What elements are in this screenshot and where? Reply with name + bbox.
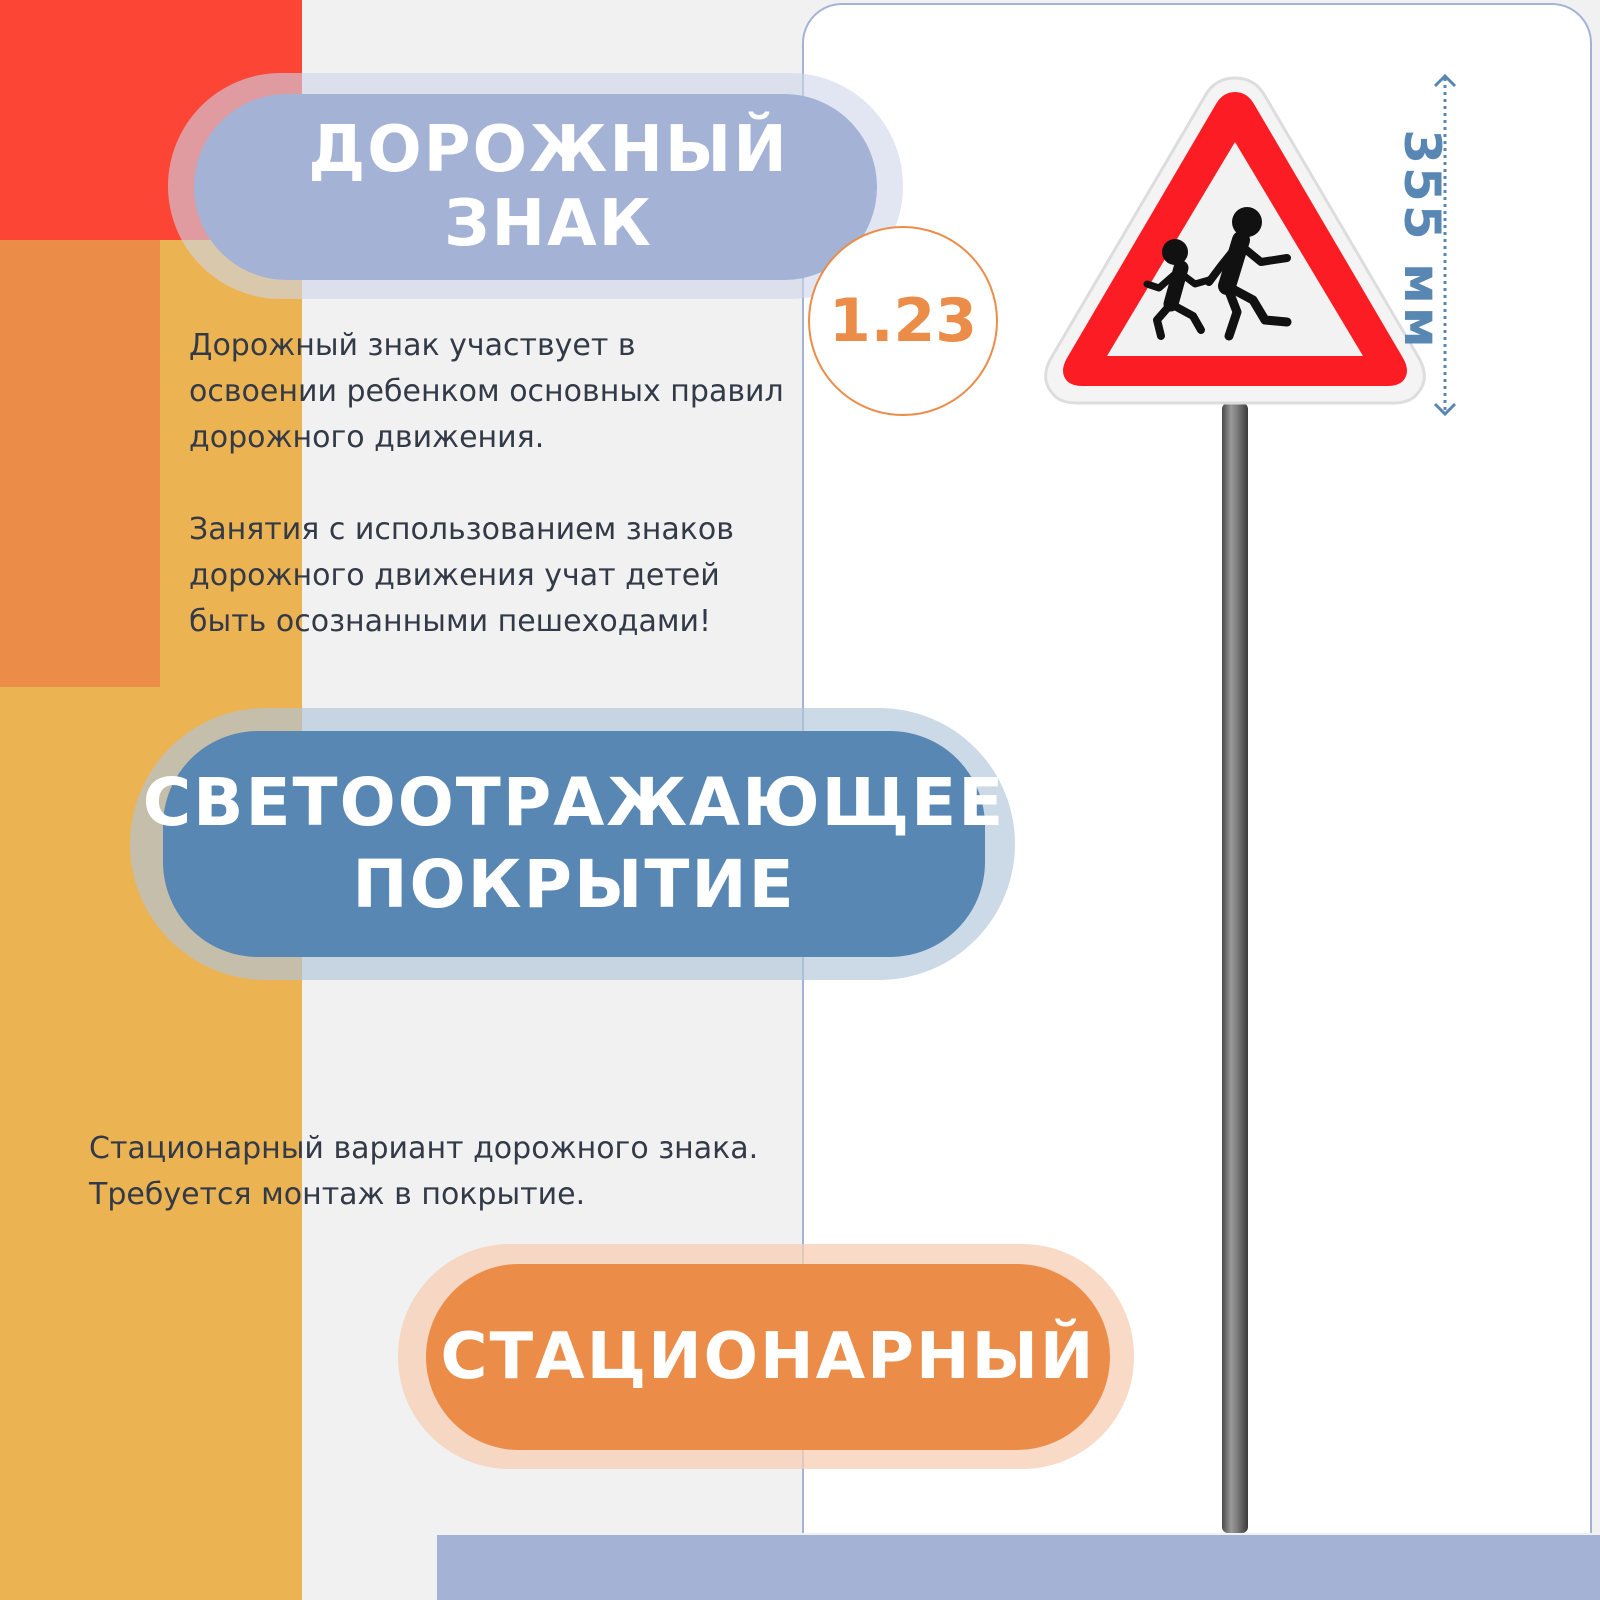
dimension-label: 355 мм — [1393, 129, 1451, 351]
sign-number-badge — [808, 226, 998, 416]
coating-pill — [142, 731, 1006, 957]
page-title: ДОРОЖНЫЙ ЗНАК — [308, 113, 789, 261]
coating-label: СВЕТООТРАЖАЮЩЕЕ ПОКРЫТИЕ — [142, 764, 1006, 923]
title-pill — [194, 94, 877, 280]
description-paragraph-1: Дорожный знак участвует в освоении ребенком основных правил дорожного движения. — [189, 328, 784, 455]
bottom-bar — [437, 1535, 1600, 1600]
children-crossing-warning-sign-icon — [1025, 68, 1445, 1538]
description-paragraph-2: Занятия с использованием знаков дорожного движения учат детей быть осознанными пешеходами! — [189, 512, 734, 639]
sign-number: 1.23 — [828, 286, 978, 356]
sign-pole — [1222, 403, 1248, 1533]
type-label: СТАЦИОНАРНЫЙ — [440, 1320, 1096, 1394]
type-pill — [426, 1264, 1110, 1450]
description-paragraph-3: Стационарный вариант дорожного знака. Требуется монтаж в покрытие. — [89, 1131, 759, 1212]
